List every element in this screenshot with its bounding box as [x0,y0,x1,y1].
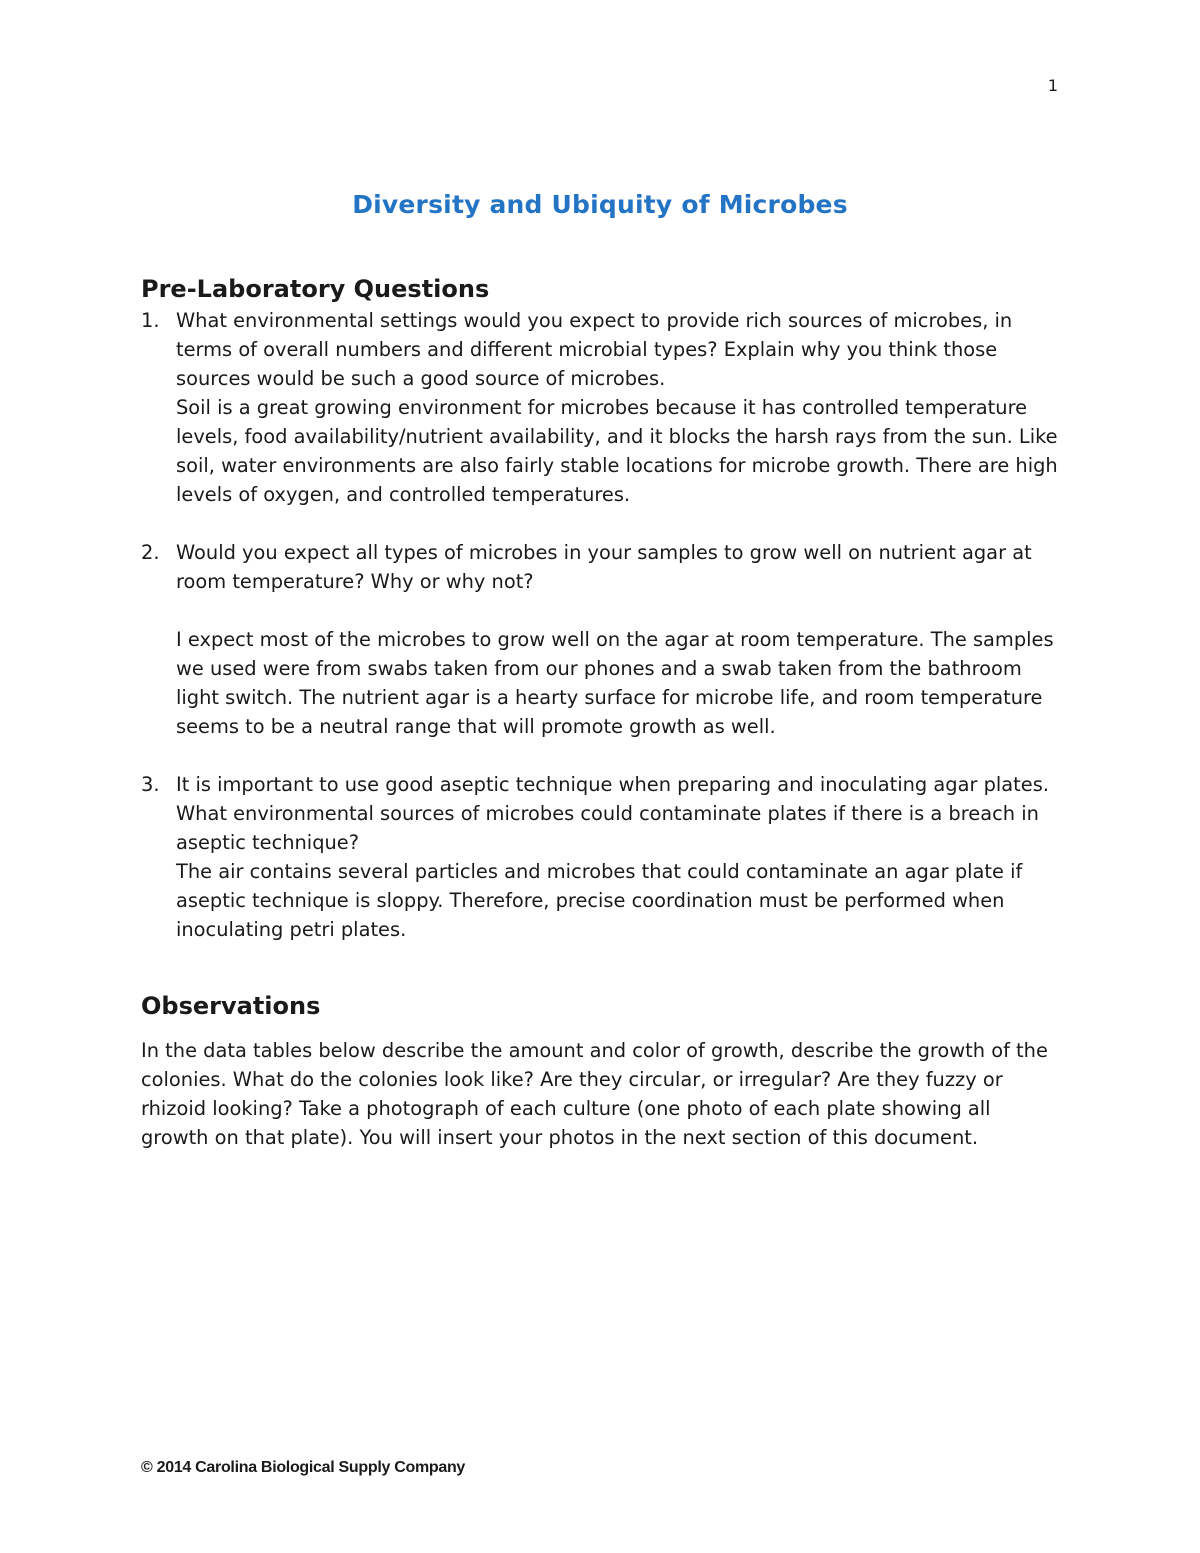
document-title: Diversity and Ubiquity of Microbes [352,190,848,219]
observations-heading: Observations [141,992,321,1020]
answer-text: Soil is a great growing environment for microbes because it has controlled temperature levels, food availability/nutrient availability, and it blocks the harsh rays from the sun. Like soil, water environments are also fairly stable locations for microbe growth. There are high levels of oxygen, and controlled temperatures. [176,396,1058,506]
question-text: Would you expect all types of microbes in your samples to grow well on nutrient agar at room temperature? Why or why not? [176,541,1032,593]
question-item [141,770,1061,944]
answer-text: The air contains several particles and microbes that could contaminate an agar plate if aseptic technique is sloppy. Therefore, precise coordination must be performed when inoculating petri plates. [176,860,1023,941]
question-text: What environmental settings would you expect to provide rich sources of microbes, in terms of overall numbers and different microbial types? Explain why you think those sources would be such a good source of microbes. [176,309,1013,390]
prelab-heading: Pre-Laboratory Questions [141,275,490,303]
answer-text: I expect most of the microbes to grow well on the agar at room temperature. The samples we used were from swabs taken from our phones and a swab taken from the bathroom light switch. The nutrient agar is a hearty surface for microbe life, and room temperature seems to be a neutral range that will promote growth as well. [176,628,1054,738]
question-item [141,306,1061,509]
question-number: 3. [141,773,160,796]
question-number: 2. [141,541,160,564]
page-number: 1 [1047,76,1058,95]
question-number: 1. [141,309,160,332]
question-item [141,538,1061,741]
observations-text: In the data tables below describe the amount and color of growth, describe the growth of the colonies. What do the colonies look like? Are they circular, or irregular? Are they fuzzy or rhizoid looking? Take a photograph of each culture (one photo of each plate showing all growth on that plate). You will insert your photos in the next section of this document. [141,1039,1048,1149]
document-body [141,272,1061,1152]
footer-copyright: © 2014 Carolina Biological Supply Company [141,1459,466,1476]
question-text: It is important to use good aseptic technique when preparing and inoculating agar plates. What environmental sources of microbes could contaminate plates if there is a breach in aseptic technique? [176,773,1049,854]
